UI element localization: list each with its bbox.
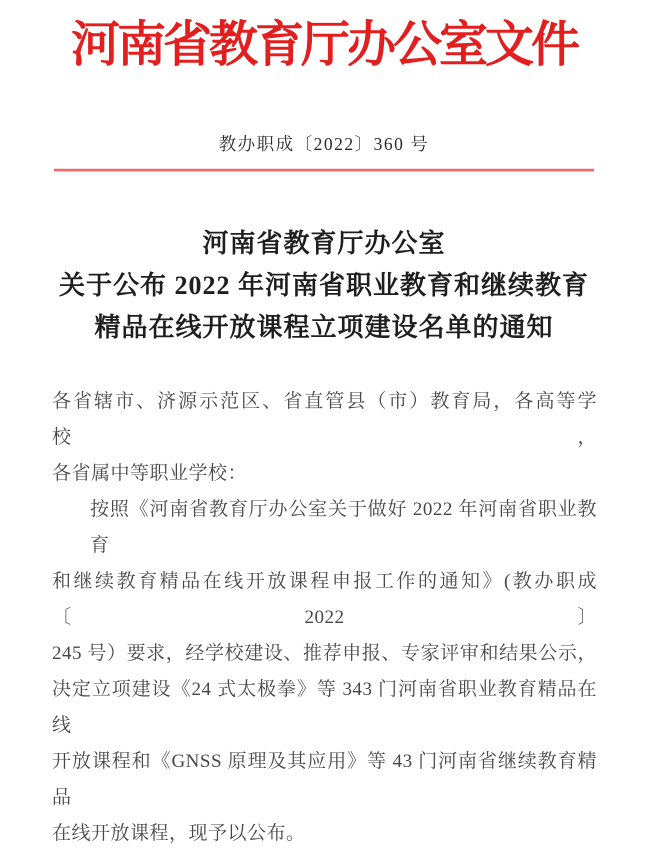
- body-line: 各省辖市、济源示范区、省直管县（市）教育局，各高等学校，: [52, 391, 597, 448]
- body-line: 开放课程和《GNSS 原理及其应用》等 43 门河南省继续教育精品: [52, 751, 597, 808]
- body-line: 和继续教育精品在线开放课程申报工作的通知》(教办职成〔2022〕: [52, 571, 597, 628]
- red-divider-line: [54, 169, 594, 171]
- body-line: 按照《河南省教育厅办公室关于做好 2022 年河南省职业教育: [90, 499, 597, 556]
- notice-title-line-2: 关于公布 2022 年河南省职业教育和继续教育: [58, 271, 589, 300]
- document-number: 教办职成〔2022〕360 号: [218, 134, 430, 154]
- body-line: 245 号）要求，经学校建设、推荐申报、专家评审和结果公示，: [52, 643, 597, 664]
- letterhead-title: 河南省教育厅办公室文件: [70, 17, 577, 72]
- body-line: 各省属中等职业学校：: [52, 463, 248, 484]
- notice-title: [0, 223, 648, 349]
- notice-title-line-3: 精品在线开放课程立项建设名单的通知: [94, 313, 554, 342]
- notice-body: [0, 384, 648, 852]
- body-line: 决定立项建设《24 式太极拳》等 343 门河南省职业教育精品在线: [52, 679, 597, 736]
- body-line: 在线开放课程，现予以公布。: [52, 823, 306, 844]
- notice-title-line-1: 河南省教育厅办公室: [202, 229, 446, 258]
